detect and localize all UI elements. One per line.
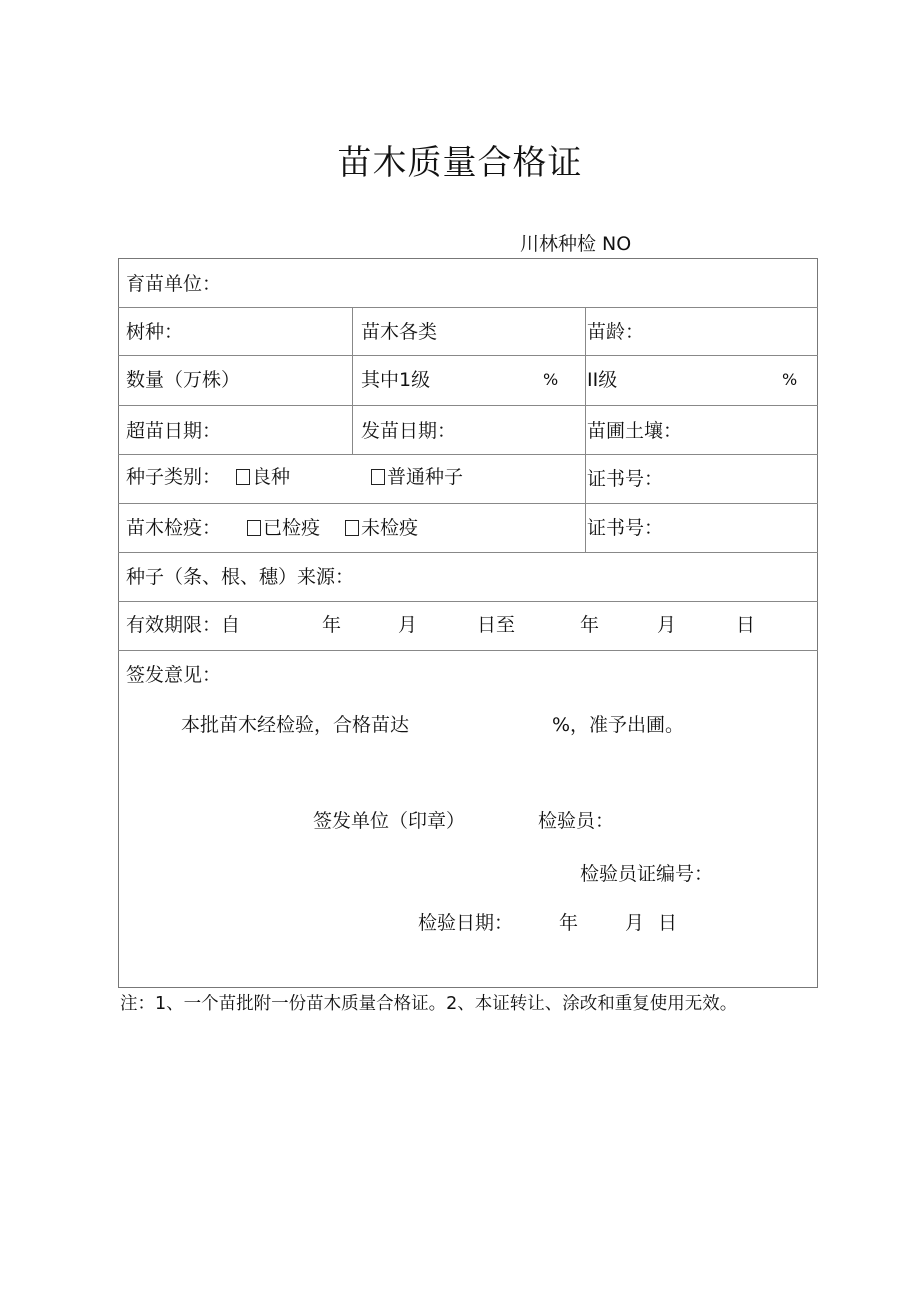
divider [118, 601, 818, 602]
divider [118, 307, 818, 308]
tree-species-label: 树种： [126, 321, 184, 343]
not-quarantined-label: 未检疫 [361, 517, 419, 539]
quarantined-label: 已检疫 [263, 517, 321, 539]
grade2-percent: % [782, 370, 798, 389]
ordinary-seed-label: 普通种子 [387, 466, 464, 488]
soil-label: 苗圃土壤： [587, 420, 683, 442]
validity-year: 年 [580, 614, 600, 636]
validity-day-to: 日至 [477, 614, 516, 636]
validity-label: 有效期限：自 [126, 614, 241, 636]
divider [585, 307, 586, 552]
checkbox-quarantined[interactable] [247, 520, 261, 536]
checkbox-ordinary[interactable] [371, 469, 385, 485]
divider [118, 405, 818, 406]
document-number: 川林种检 NO [520, 233, 632, 255]
cert-no-label: 证书号： [587, 468, 664, 490]
checkbox-not-quarantined[interactable] [345, 520, 359, 536]
seed-source-label: 种子（条、根、穗）来源： [126, 566, 355, 588]
opinion-label: 签发意见： [126, 664, 222, 686]
seedling-type-label: 苗木各类 [361, 321, 438, 343]
ordinary-seed-option[interactable] [371, 465, 463, 489]
seed-category-label: 种子类别： [126, 466, 222, 488]
grade2-label: II级 [587, 369, 618, 391]
grade1-label: 其中1级 [361, 369, 431, 391]
inspector-cert-label: 检验员证编号： [580, 863, 714, 885]
inspect-day: 日 [658, 912, 678, 934]
opinion-text: 本批苗木经检验，合格苗达 [181, 714, 410, 736]
cert-no-label: 证书号： [587, 517, 664, 539]
inspector-label: 检验员： [538, 810, 615, 832]
issuer-label: 签发单位（印章） [313, 810, 466, 832]
inspect-year: 年 [559, 912, 579, 934]
quarantine-label: 苗木检疫： [126, 517, 222, 539]
improved-seed-option[interactable] [236, 465, 290, 489]
divider [118, 503, 818, 504]
opinion-text-end: %，准予出圃。 [552, 714, 685, 736]
checkbox-improved[interactable] [236, 469, 250, 485]
quarantined-option[interactable] [247, 516, 320, 540]
not-quarantined-option[interactable] [345, 516, 418, 540]
divider [118, 552, 818, 553]
inspect-month: 月 [625, 912, 645, 934]
inspect-date-label: 检验日期： [418, 912, 514, 934]
divider [118, 454, 818, 455]
validity-year: 年 [322, 614, 342, 636]
improved-seed-label: 良种 [252, 466, 291, 488]
quantity-label: 数量（万株） [126, 369, 241, 391]
validity-month: 月 [657, 614, 677, 636]
validity-day: 日 [736, 614, 756, 636]
divider [118, 650, 818, 651]
page-title: 苗木质量合格证 [337, 143, 583, 183]
divider [352, 307, 353, 454]
grade1-percent: % [543, 370, 559, 389]
issue-date-label: 发苗日期： [361, 420, 457, 442]
validity-month: 月 [398, 614, 418, 636]
divider [118, 355, 818, 356]
nursery-unit-label: 育苗单位： [126, 273, 222, 295]
seedling-age-label: 苗龄： [587, 321, 645, 343]
nursery-date-label: 超苗日期： [126, 420, 222, 442]
footnote: 注：1、一个苗批附一份苗木质量合格证。2、本证转让、涂改和重复使用无效。 [120, 994, 738, 1014]
